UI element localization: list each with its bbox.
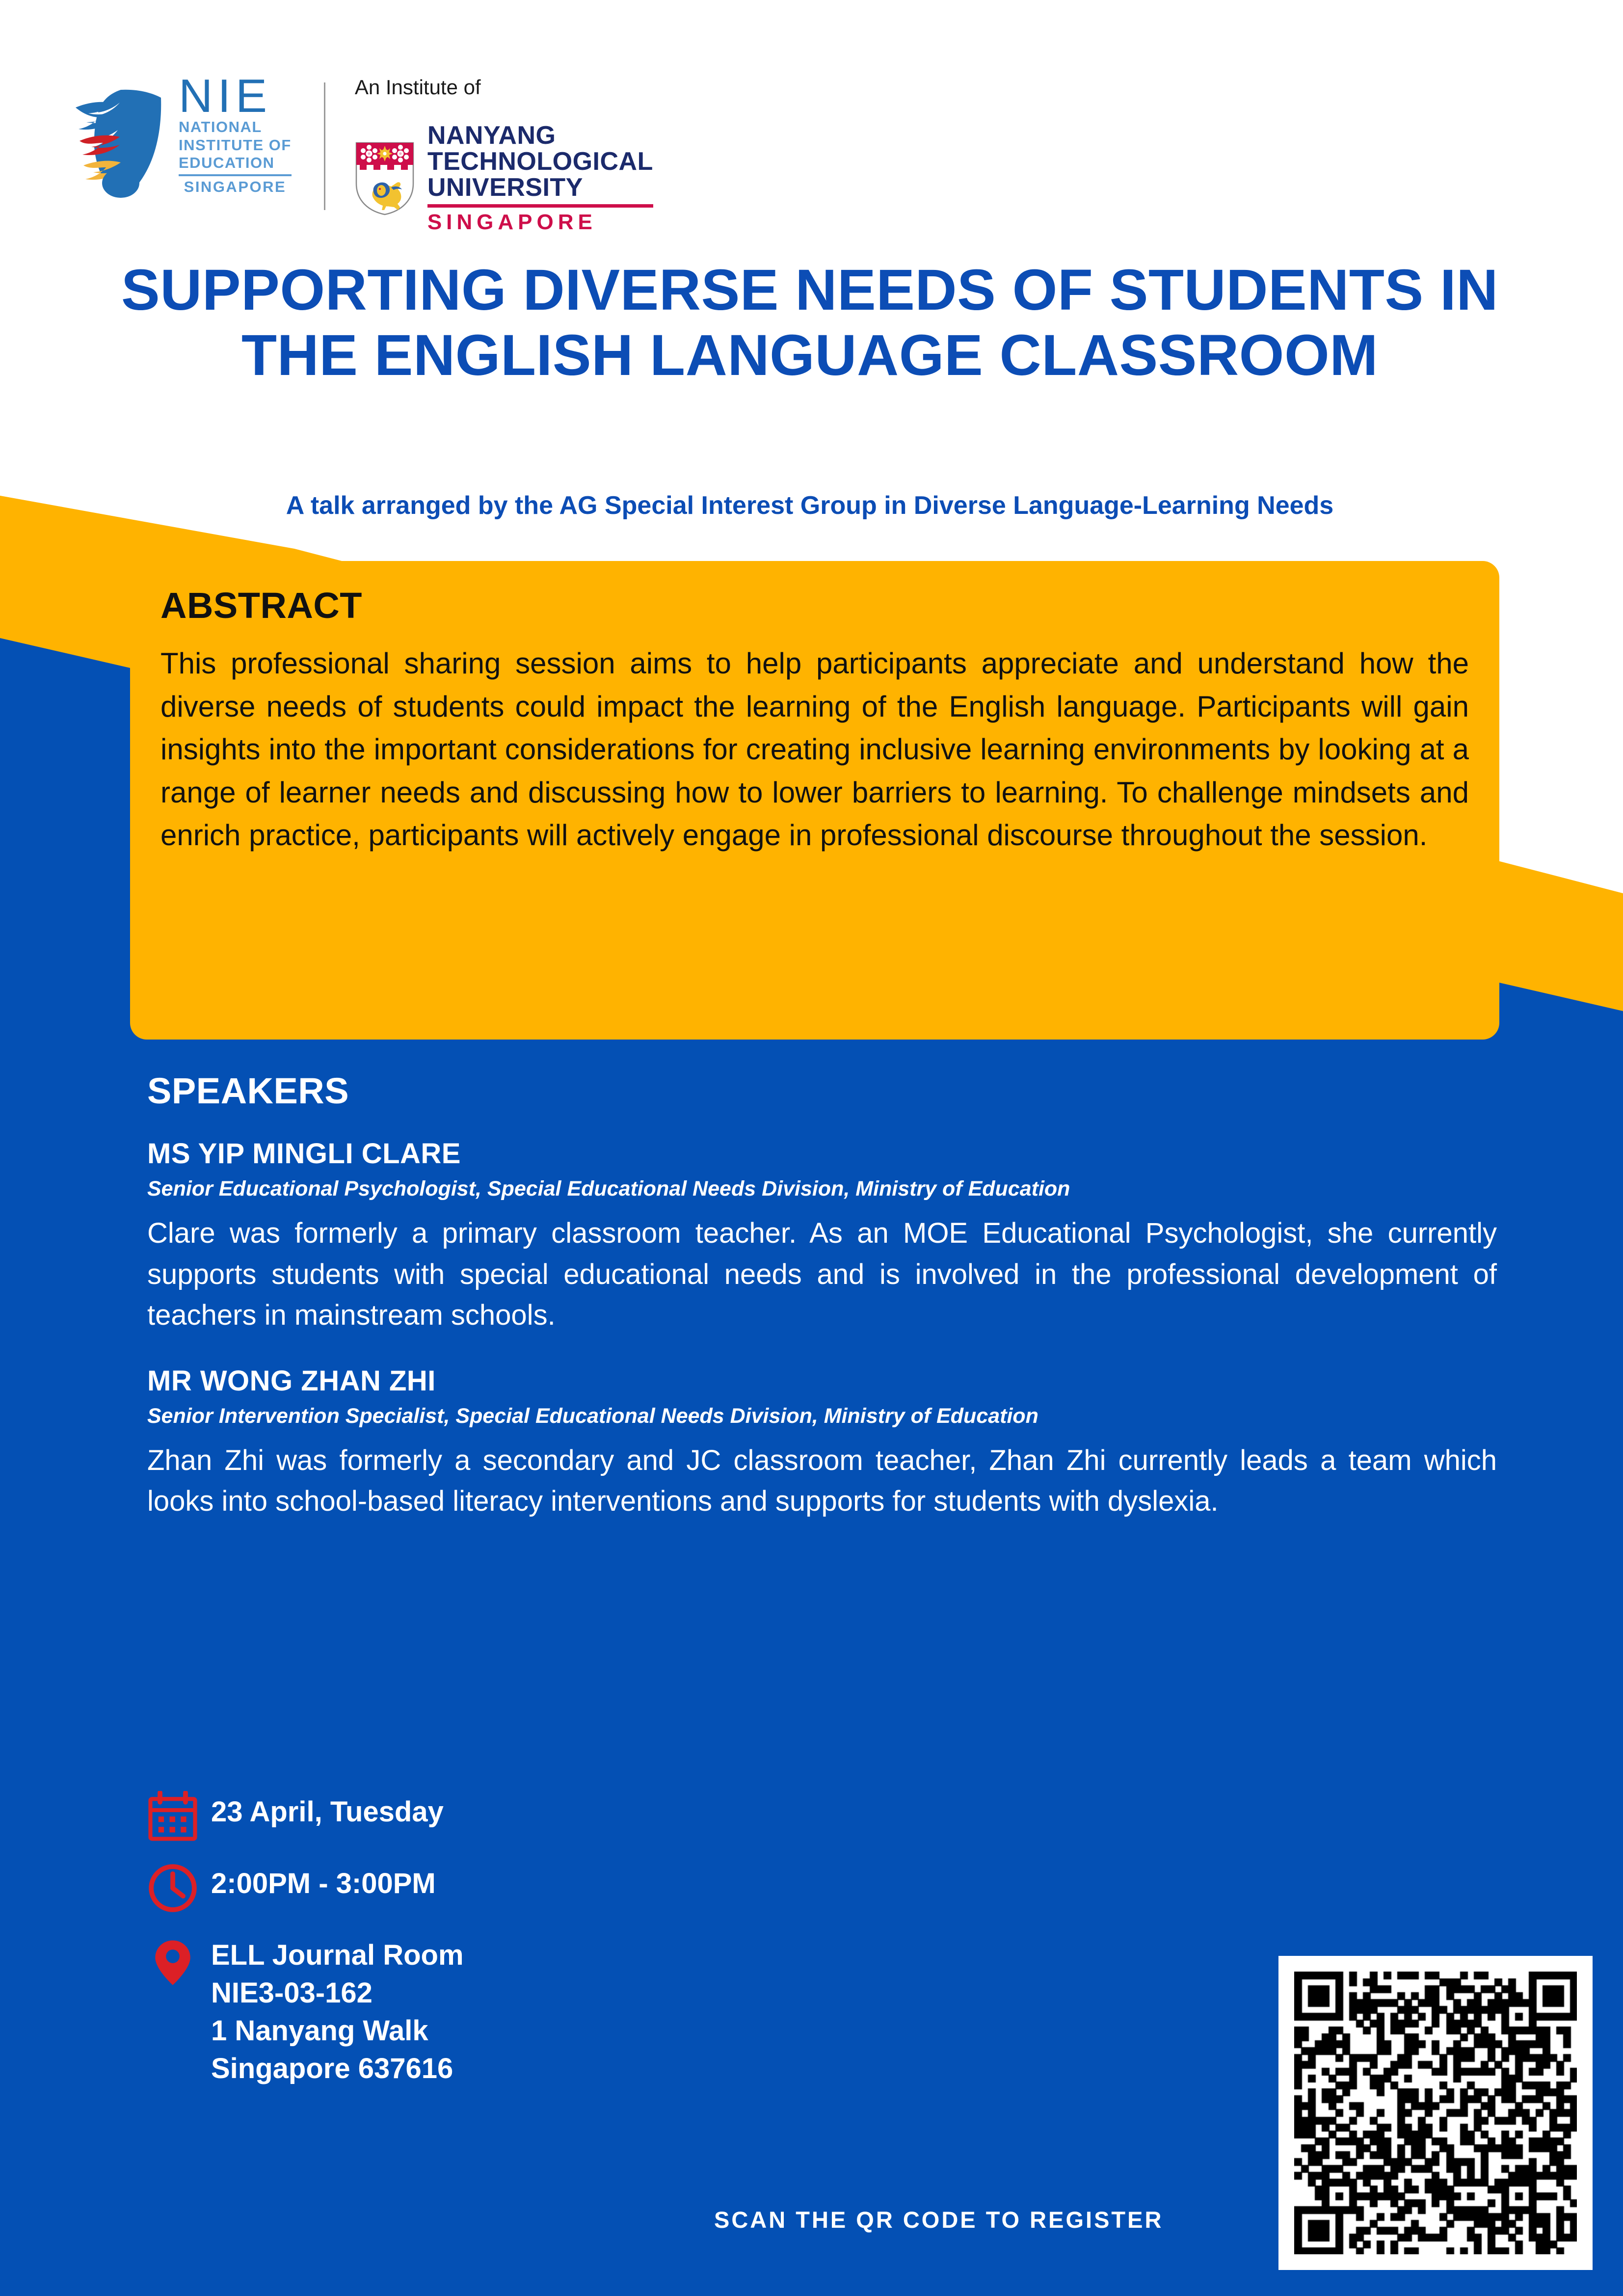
speaker-entry (147, 1364, 1497, 1522)
location-pin-icon-svg (147, 1937, 198, 1988)
speaker-role: Senior Intervention Specialist, Special Educational Needs Division, Ministry of Education (147, 1404, 1038, 1428)
event-date: 23 April, Tuesday (211, 1796, 444, 1828)
abstract-body: This professional sharing session aims to help participants appreciate and understand how the diverse needs of students could impact the learning of the English language. Participants will gain insights into the important considerations for creating inclusive learning environments by looking at a range of learner needs and discussing how to lower barriers to learning. To challenge mindsets and enrich practice, participants will actively engage in professional discourse throughout the session. (160, 647, 1469, 852)
speaker-bio: Clare was formerly a primary classroom teacher. As an MOE Educational Psychologist, she currently supports students with special educational needs and is involved in the professional development of teachers in mainstream schools. (147, 1217, 1497, 1332)
calendar-icon (147, 1789, 211, 1842)
an-institute-of-label: An Institute of (354, 76, 481, 99)
speaker-entry (147, 1137, 1497, 1336)
nie-flame-shield-icon (74, 87, 172, 200)
nie-wordmark: NIE (179, 70, 272, 122)
venue-line-4: Singapore 637616 (211, 2053, 453, 2085)
page-subtitle: A talk arranged by the AG Special Interest Group in Diverse Language-Learning Needs (286, 491, 1334, 520)
clock-icon-svg (147, 1863, 198, 1914)
speaker-name: MR WONG ZHAN ZHI (147, 1364, 436, 1397)
nie-tagline-1: NATIONAL (179, 118, 262, 136)
ntu-logo (355, 74, 653, 235)
ntu-divider-rule (427, 204, 653, 208)
speakers-section (147, 1070, 1497, 1550)
scan-qr-instruction: SCAN THE QR CODE TO REGISTER (714, 2207, 1164, 2233)
venue-line-3: 1 Nanyang Walk (211, 2015, 428, 2047)
ntu-name-3: UNIVERSITY (427, 173, 583, 202)
ntu-wordmark-block (427, 123, 653, 235)
detail-row-date (147, 1789, 464, 1842)
qr-code-canvas[interactable] (1294, 1972, 1577, 2254)
speakers-heading: SPEAKERS (147, 1070, 349, 1111)
page-title: SUPPORTING DIVERSE NEEDS OF STUDENTS IN THE ENGLISH LANGUAGE CLASSROOM (121, 258, 1498, 388)
abstract-heading: ABSTRACT (160, 585, 362, 626)
speaker-bio: Zhan Zhi was formerly a secondary and JC classroom teacher, Zhan Zhi currently leads a team which looks into school-based literacy interventions and supports for students with dyslexia. (147, 1444, 1497, 1518)
detail-row-time (147, 1861, 464, 1914)
ntu-name-2: TECHNOLOGICAL (427, 147, 653, 176)
event-time: 2:00PM - 3:00PM (211, 1868, 436, 1899)
nie-tagline-4: SINGAPORE (184, 178, 287, 195)
ntu-name-4: SINGAPORE (427, 210, 597, 235)
calendar-icon-svg (147, 1791, 198, 1842)
detail-row-venue (147, 1932, 464, 2088)
speaker-role: Senior Educational Psychologist, Special Educational Needs Division, Ministry of Education (147, 1177, 1070, 1201)
nie-divider-rule (179, 174, 292, 176)
speaker-name: MS YIP MINGLI CLARE (147, 1138, 461, 1170)
abstract-card (130, 561, 1499, 1040)
nie-wordmark-block (179, 70, 292, 200)
logo-vertical-divider (324, 82, 325, 210)
qr-code[interactable] (1278, 1956, 1593, 2270)
logo-bar (74, 70, 653, 235)
location-pin-icon (147, 1932, 211, 1988)
nie-tagline-2: INSTITUTE OF (179, 136, 292, 154)
venue-line-1: ELL Journal Room (211, 1939, 464, 1971)
nie-logo (74, 70, 292, 200)
nie-tagline-3: EDUCATION (179, 154, 275, 172)
event-details (147, 1789, 464, 2107)
venue-line-2: NIE3-03-162 (211, 1977, 372, 2009)
clock-icon (147, 1861, 211, 1914)
ntu-crest-icon (355, 141, 415, 216)
event-venue (211, 1932, 464, 2088)
ntu-name-1: NANYANG (427, 121, 556, 150)
